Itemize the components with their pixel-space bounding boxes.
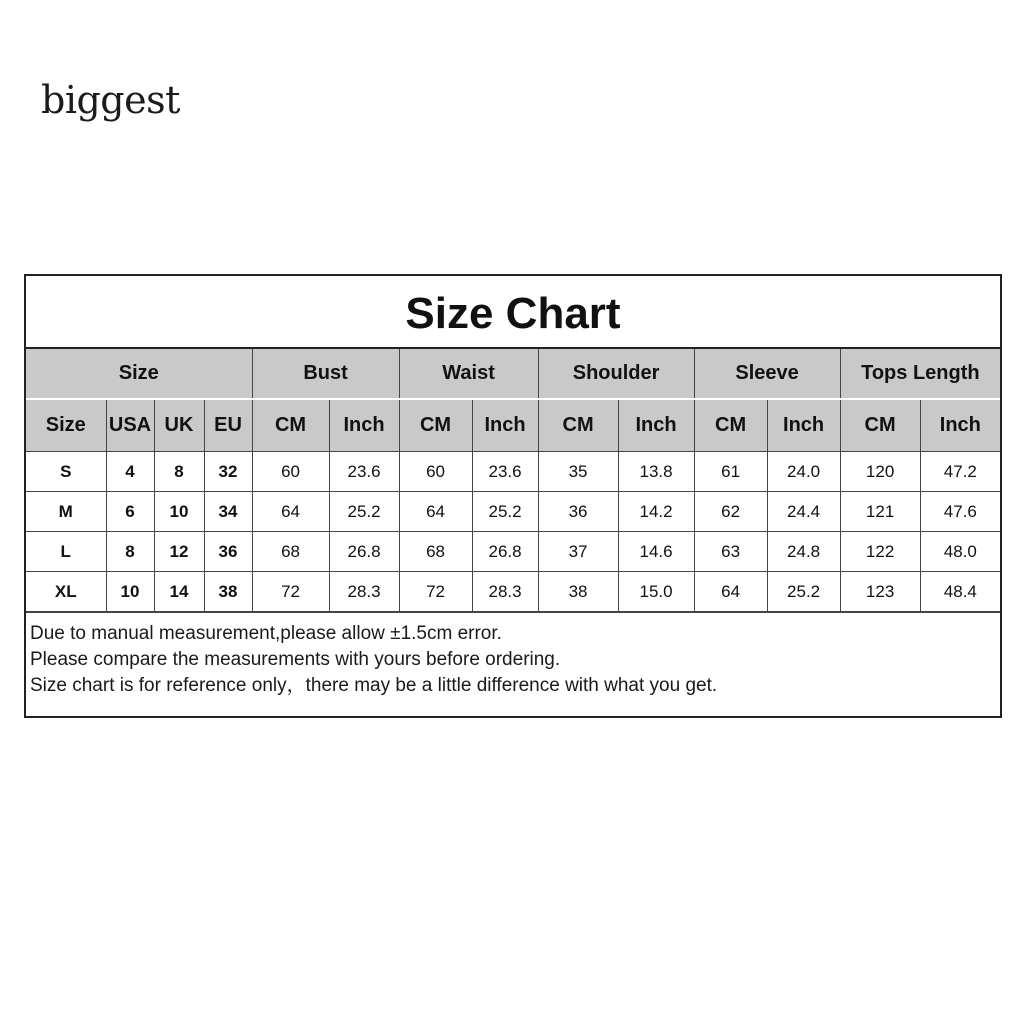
table-cell: 35 <box>538 452 618 492</box>
table-cell: S <box>26 452 106 492</box>
table-cell: 48.4 <box>920 572 1000 612</box>
group-header-size: Size <box>26 349 252 399</box>
table-cell: 62 <box>694 492 767 532</box>
table-cell: 28.3 <box>329 572 399 612</box>
sub-header: Inch <box>329 399 399 452</box>
table-cell: 34 <box>204 492 252 532</box>
sub-header: UK <box>154 399 204 452</box>
sub-header: Size <box>26 399 106 452</box>
table-cell: 68 <box>252 532 329 572</box>
sub-header: USA <box>106 399 154 452</box>
table-cell: 72 <box>399 572 472 612</box>
table-cell: 47.2 <box>920 452 1000 492</box>
size-chart <box>24 274 1002 718</box>
table-cell: 24.0 <box>767 452 840 492</box>
table-cell: 28.3 <box>472 572 538 612</box>
table-cell: 122 <box>840 532 920 572</box>
sub-header: Inch <box>920 399 1000 452</box>
table-cell: 25.2 <box>329 492 399 532</box>
table-cell: 36 <box>538 492 618 532</box>
table-cell: 14.6 <box>618 532 694 572</box>
group-header-tops-length: Tops Length <box>840 349 1000 399</box>
sub-header: CM <box>538 399 618 452</box>
group-header-waist: Waist <box>399 349 538 399</box>
size-table <box>26 349 1000 612</box>
table-cell: 120 <box>840 452 920 492</box>
table-cell: 14 <box>154 572 204 612</box>
table-cell: XL <box>26 572 106 612</box>
table-cell: 14.2 <box>618 492 694 532</box>
sub-header: EU <box>204 399 252 452</box>
table-cell: 38 <box>538 572 618 612</box>
table-cell: 4 <box>106 452 154 492</box>
table-cell: 63 <box>694 532 767 572</box>
sub-header: Inch <box>618 399 694 452</box>
table-cell: 13.8 <box>618 452 694 492</box>
table-cell: M <box>26 492 106 532</box>
table-cell: 37 <box>538 532 618 572</box>
table-cell: 64 <box>694 572 767 612</box>
table-cell: 8 <box>154 452 204 492</box>
sub-header: CM <box>399 399 472 452</box>
note-line: Please compare the measurements with yours before ordering. <box>30 649 561 670</box>
table-cell: 10 <box>106 572 154 612</box>
table-cell: 24.4 <box>767 492 840 532</box>
sub-header: Inch <box>767 399 840 452</box>
table-cell: 72 <box>252 572 329 612</box>
table-cell: 26.8 <box>472 532 538 572</box>
group-header-bust: Bust <box>252 349 399 399</box>
table-row <box>26 492 1000 532</box>
table-cell: 68 <box>399 532 472 572</box>
table-cell: 64 <box>252 492 329 532</box>
sub-header: CM <box>694 399 767 452</box>
sub-header: Inch <box>472 399 538 452</box>
table-cell: 47.6 <box>920 492 1000 532</box>
table-cell: 15.0 <box>618 572 694 612</box>
brand-logo: biggest <box>41 78 180 122</box>
note-line: Size chart is for reference only，there may be a little difference with what you get. <box>30 675 718 696</box>
table-cell: L <box>26 532 106 572</box>
table-row <box>26 452 1000 492</box>
group-header-shoulder: Shoulder <box>538 349 694 399</box>
table-cell: 60 <box>252 452 329 492</box>
table-cell: 12 <box>154 532 204 572</box>
table-cell: 25.2 <box>767 572 840 612</box>
note-line: Due to manual measurement,please allow ±1.5cm error. <box>30 623 502 644</box>
table-cell: 23.6 <box>472 452 538 492</box>
table-cell: 26.8 <box>329 532 399 572</box>
group-header-sleeve: Sleeve <box>694 349 840 399</box>
table-cell: 25.2 <box>472 492 538 532</box>
table-cell: 32 <box>204 452 252 492</box>
table-cell: 6 <box>106 492 154 532</box>
table-cell: 23.6 <box>329 452 399 492</box>
table-row <box>26 532 1000 572</box>
table-cell: 24.8 <box>767 532 840 572</box>
chart-title: Size Chart <box>26 276 1000 349</box>
table-cell: 60 <box>399 452 472 492</box>
table-cell: 10 <box>154 492 204 532</box>
table-cell: 48.0 <box>920 532 1000 572</box>
table-cell: 38 <box>204 572 252 612</box>
sub-header: CM <box>840 399 920 452</box>
group-header-row <box>26 349 1000 399</box>
table-cell: 64 <box>399 492 472 532</box>
table-cell: 121 <box>840 492 920 532</box>
table-cell: 123 <box>840 572 920 612</box>
table-cell: 8 <box>106 532 154 572</box>
sub-header-row <box>26 399 1000 452</box>
table-cell: 61 <box>694 452 767 492</box>
sub-header: CM <box>252 399 329 452</box>
table-row <box>26 572 1000 612</box>
table-cell: 36 <box>204 532 252 572</box>
notes <box>26 612 1000 699</box>
